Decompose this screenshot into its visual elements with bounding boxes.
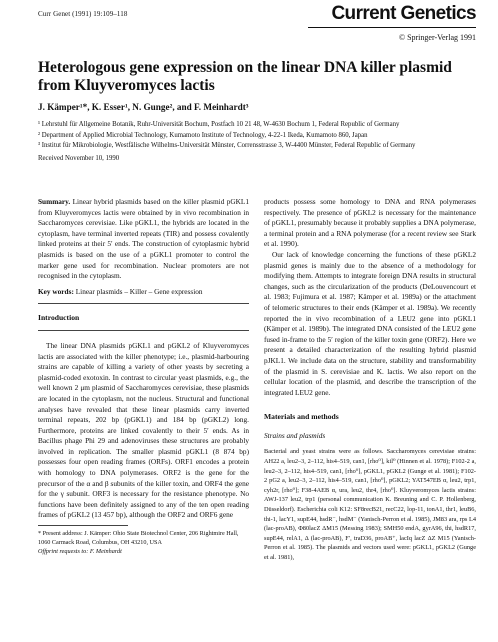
section-divider-bottom bbox=[38, 330, 249, 331]
received-date: Received November 10, 1990 bbox=[38, 155, 120, 162]
introduction-heading: Introduction bbox=[38, 313, 80, 323]
summary bbox=[38, 197, 249, 282]
journal-name: Current Genetics bbox=[331, 3, 476, 24]
summary-label: Summary. bbox=[38, 197, 71, 206]
keywords-text: Linear plasmids – Killer – Gene expression bbox=[75, 286, 203, 296]
footnote-divider bbox=[38, 525, 128, 526]
affiliations bbox=[38, 120, 478, 152]
summary-text: Linear hybrid plasmids based on the killer plasmid pGKL1 from Kluyveromyces lactis were obtained by in vivo recombination in Saccharomyces cerevisiae. Like pGKL1, the hybrids are located in the cytoplasm, have terminal inverted repeats (TIR) and possess covalently linked proteins at their 5′ ends. The construction of cytoplasmic hybrid plasmids is based on the use of a pGKL1 promoter to control the marker gene used for recombination. Nuclear promoters are not recognised in the cytoplasm. bbox=[38, 197, 249, 281]
copyright-notice: © Springer-Verlag 1991 bbox=[398, 33, 476, 42]
title-line-1: Heterologous gene expression on the linear DNA killer plasmid bbox=[38, 59, 452, 76]
footnote-offprint: Offprint requests to: F. Meinhardt bbox=[38, 548, 122, 556]
affiliation-3: ³ Institut für Mikrobiologie, Westfälische Wilhelms-Universität Münster, Corrensstrasse 3, W-4400 Münster, Federal Republic of Germany bbox=[38, 142, 416, 150]
footnote-present-address: * Present address: J. Kämper: Ohio State Biotechnol Center, 206 Rightmire Hall, 1060 Carmack Road, Columbus, OH 43210, USA bbox=[38, 530, 239, 547]
strains-text: Bacterial and yeast strains were as follows. Saccharomyces cerevisiae strains: AH22 a, leu2–3, 2–112, his4–519, can1, [rho⁰], kil⁰ (Hinnen et al. 1978); F102-2 a, leu2–3, 2–112, his4–519, can1, [rho⁰], pGKL1, pGKL2 (Gunge et al. 1981); F102-2 pG2 a, leu2–3, 2–112, his4–519, can1, [rho⁰], pGKL2; YAT547EB α, leu2, trp1, cyh2r, [rho⁰]; F38-4AEB α, ura, leu2, thr4, [rho⁰]. Kluyveromyces lactis strains: AWJ-137 leu2, trp1 (personal communication K. Breuning and C. P. Hollenberg, Düsseldorf). Escherichia coli K12: SF8recB21, recC22, lop-11, tonA1, thr1, leuB6, thi-1, lacY1, supE44, hsdR⁻, hsdM⁻ (Yanisch-Perron et al. 1985), JM83 ara, rps L4 (lac-proAB), Φ80lacZ ΔM15 (Messing 1983); SMH50 endA, gyrA96, thi, hsdR17, supE44, relA1, Δ (lac-proAB), F′, traD36, proAB⁺, lacIq lacZ ΔZ M15 (Yanisch-Perron et al. 1985). The plasmids and vectors used were: pGKL1, pGKL2 (Gunge et al. 1981), bbox=[264, 448, 476, 561]
right-column bbox=[264, 197, 476, 563]
keywords-label: Key words: bbox=[38, 286, 74, 296]
article-title bbox=[38, 59, 468, 94]
introduction-paragraph: The linear DNA plasmids pGKL1 and pGKL2 of Kluyveromyces lactis are associated with the killer phenotype; i.e., plasmid-harbouring strains are capable of killing a variety of other yeasts by secreting a plasmid-coded exotoxin. In contrast to circular yeast plasmids, e.g., the well known 2 μm plasmid of Saccharomyces cerevisiae, these plasmids are located in the cytoplasm, not the nucleus. Structural and functional analyses have revealed that these linear plasmids carry inverted terminal repeats, 202 bp (pGKL1) and 184 bp (pGKL2) long. Furthermore, proteins are linked covalently to their 5′ ends. As in Bacillus phage Phi 29 and adenoviruses these structures are probably involved in replication. The smaller plasmid pGKL1 (8 874 bp) possesses four open reading frames (ORFs). ORF1 encodes a protein with homology to DNA polymerases. ORF2 is the gene for the precursor of the α and β subunits of the killer toxin, and ORF4 the gene for the γ subunit. ORF3 is necessary for the resistance phenotype. No functions have been definitely assigned to any of the ten open reading frames of pGKL2 (13 457 bp), although the ORF2 and ORF6 gene bbox=[38, 340, 249, 520]
keywords bbox=[38, 287, 249, 298]
strains-heading: Strains and plasmids bbox=[264, 430, 326, 440]
title-line-2: from Kluyveromyces lactis bbox=[38, 76, 215, 94]
section-divider-top bbox=[38, 303, 249, 304]
journal-citation: Curr Genet (1991) 19:109–118 bbox=[38, 10, 128, 18]
author-list: J. Kämper¹*, K. Esser¹, N. Gunge², and F. Meinhardt³ bbox=[38, 102, 249, 112]
methods-heading: Materials and methods bbox=[264, 412, 339, 422]
affiliation-2: ² Department of Applied Microbial Technology, Kumamoto Institute of Technology, 4-22-1 Ikeda, Kumamoto 860, Japan bbox=[38, 131, 368, 139]
affiliation-1: ¹ Lehrstuhl für Allgemeine Botanik, Ruhr-Universität Bochum, Postfach 10 21 48, W-4630 Bochum 1, Federal Republic of Germany bbox=[38, 121, 400, 128]
header-divider bbox=[308, 27, 476, 28]
paragraph-knowledge: Our lack of knowledge concerning the functions of these pGKL2 plasmid genes is mainly due to the absence of a methodology for modifying them. Attempts to integrate foreign DNA results in structural changes, such as the circularization of the products (DeLouvencourt et al. 1983; Fujimura et al. 1987; Kämper et al. 1989a) or the attachment of telomeric structures to their ends (Kämper et al. 1989a). We recently reported the in vivo recombination of a LEU2 gene into pGKL1 (Kämper et al. 1989b). The integrated DNA consisted of the LEU2 gene fused in-frame to the 5′ region of the killer toxin gene (ORF2). Here we present a detailed characterization of the resulting hybrid plasmid pJKL1. We include data on the structure, stability and transformability of the plasmid in S. cerevisiae and K. lactis. We also report on the cellular location of the plasmid, and describe the transcription of the integrated LEU2 gene. bbox=[264, 249, 476, 397]
left-column bbox=[38, 197, 249, 556]
paragraph-continued: products possess some homology to DNA and RNA polymerases respectively. The presence of pGKL2 is necessary for the maintenance of pGKL1, presumably because it probably supplies a DNA polymerase, a terminal protein and a RNA polymerase (for a recent review see Stark et al. 1990). bbox=[264, 197, 476, 249]
